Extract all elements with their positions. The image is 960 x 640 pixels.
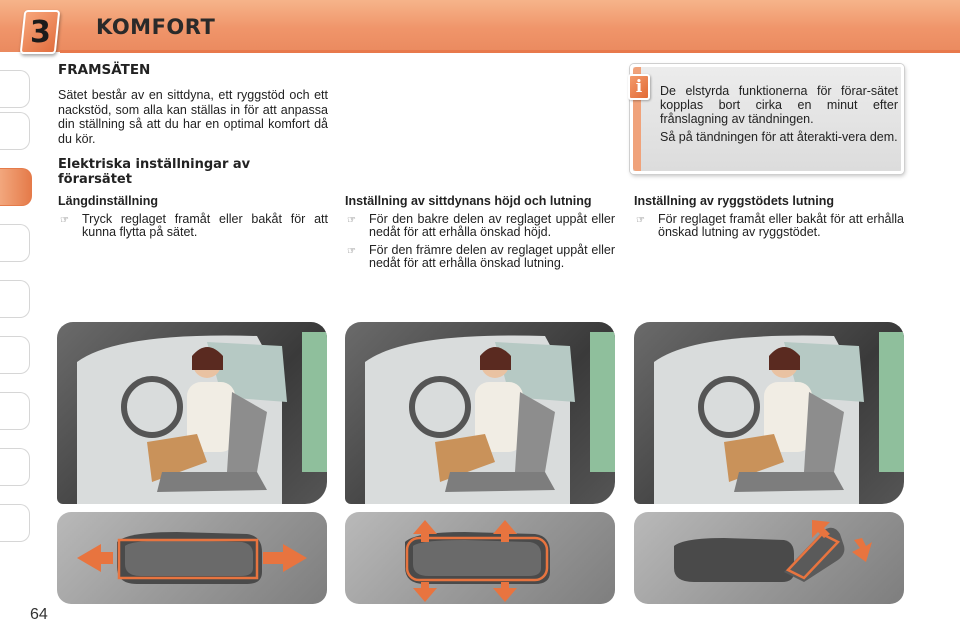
driver-seat-illustration xyxy=(634,322,904,504)
chapter-tab[interactable] xyxy=(0,336,30,374)
column-length xyxy=(58,195,328,244)
column-height-tilt xyxy=(345,195,615,275)
list-item-text: För reglaget framåt eller bakåt för att erhålla önskad lutning av ryggstödet. xyxy=(658,211,904,239)
pointing-hand-icon: ☞ xyxy=(636,214,645,226)
list-item xyxy=(345,213,615,240)
subsection-title: Elektriska inställningar av förarsätet xyxy=(58,157,251,187)
section-title: FRAMSÄTEN xyxy=(58,62,151,78)
pointing-hand-icon: ☞ xyxy=(347,214,356,226)
chapter-tab[interactable] xyxy=(0,70,30,108)
driver-seat-illustration xyxy=(57,322,327,504)
column-heading: Längdinställning xyxy=(58,194,158,208)
info-paragraph: De elstyrda funktionerna för förar-sätet kopplas bort cirka en minut efter frånslagning av tändningen. xyxy=(660,84,898,126)
chapter-tab-active[interactable] xyxy=(0,168,32,206)
column-heading: Inställning av sittdynans höjd och lutning xyxy=(345,194,592,208)
chapter-tab[interactable] xyxy=(0,392,30,430)
driver-seat-illustration xyxy=(345,322,615,504)
column-heading: Inställning av ryggstödets lutning xyxy=(634,194,835,208)
chapter-tab[interactable] xyxy=(0,280,30,318)
info-paragraph: Så på tändningen för att återakti-vera dem. xyxy=(660,130,898,144)
chapter-tab[interactable] xyxy=(0,224,30,262)
info-text xyxy=(660,84,898,148)
chapter-number: 3 xyxy=(29,14,51,50)
list-item xyxy=(634,213,904,240)
pointing-hand-icon: ☞ xyxy=(347,245,356,257)
chapter-tab-rail xyxy=(0,70,34,575)
chapter-tab[interactable] xyxy=(0,504,30,542)
list-item xyxy=(58,213,328,240)
chapter-badge xyxy=(20,10,61,54)
length-control-closeup xyxy=(57,512,327,604)
pointing-hand-icon: ☞ xyxy=(60,214,69,226)
header-divider xyxy=(60,50,960,53)
list-item-text: Tryck reglaget framåt eller bakåt för att kunna flytta på sätet. xyxy=(82,211,328,239)
section-intro: Sätet består av en sittdyna, ett ryggstöd och ett nackstöd, som alla kan ställas in för att anpassa din ställning så att du har en optimal komfort då du kör. xyxy=(58,88,328,146)
column-backrest xyxy=(634,195,904,244)
page-number: 64 xyxy=(30,606,48,623)
chapter-tab[interactable] xyxy=(0,448,30,486)
info-icon: i xyxy=(628,74,650,100)
chapter-title: KOMFORT xyxy=(96,15,216,39)
list-item xyxy=(345,244,615,271)
list-item-text: För den främre delen av reglaget uppåt eller nedåt för att erhålla önskad lutning. xyxy=(369,242,615,270)
backrest-control-closeup xyxy=(634,512,904,604)
chapter-tab[interactable] xyxy=(0,112,30,150)
list-item-text: För den bakre delen av reglaget uppåt eller nedåt för att erhålla önskad höjd. xyxy=(369,211,615,239)
height-tilt-control-closeup xyxy=(345,512,615,604)
